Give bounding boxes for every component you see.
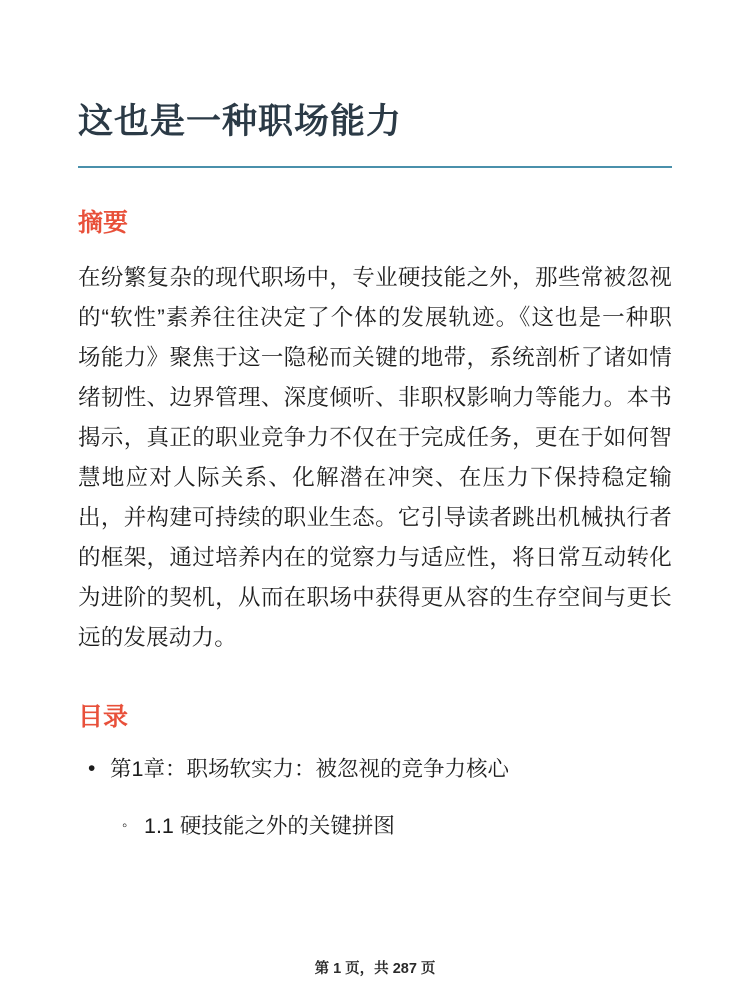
page-title: 这也是一种职场能力	[78, 102, 403, 141]
abstract-heading: 摘要	[78, 208, 129, 237]
bullet-icon: •	[88, 757, 96, 781]
toc-item-level1[interactable]	[78, 752, 672, 786]
abstract-body: 在纷繁复杂的现代职场中，专业硬技能之外，那些常被忽视的“软性”素养往往决定了个体的发展轨迹。《这也是一种职场能力》聚焦于这一隐秘而关键的地带，系统剖析了诸如情绪韧性、边界管理、深度倾听、非职权影响力等能力。本书揭示，真正的职业竞争力不仅在于完成任务，更在于如何智慧地应对人际关系、化解潜在冲突、在压力下保持稳定输出，并构建可持续的职业生态。它引导读者跳出机械执行者的框架，通过培养内在的觉察力与适应性，将日常互动转化为进阶的契机，从而在职场中获得更从容的生存空间与更长远的发展动力。	[78, 264, 672, 651]
toc-item-label: 1.1 硬技能之外的关键拼图	[144, 813, 395, 838]
toc-item-label: 第1章：职场软实力：被忽视的竞争力核心	[110, 757, 509, 782]
toc-item-level2[interactable]	[78, 809, 672, 843]
title-divider	[78, 166, 672, 168]
page-footer	[0, 957, 750, 978]
page-number-label: 第 1 页，共 287 页	[314, 961, 436, 977]
table-of-contents	[78, 752, 672, 843]
toc-heading: 目录	[78, 703, 129, 732]
hollow-bullet-icon: ◦	[122, 816, 128, 834]
